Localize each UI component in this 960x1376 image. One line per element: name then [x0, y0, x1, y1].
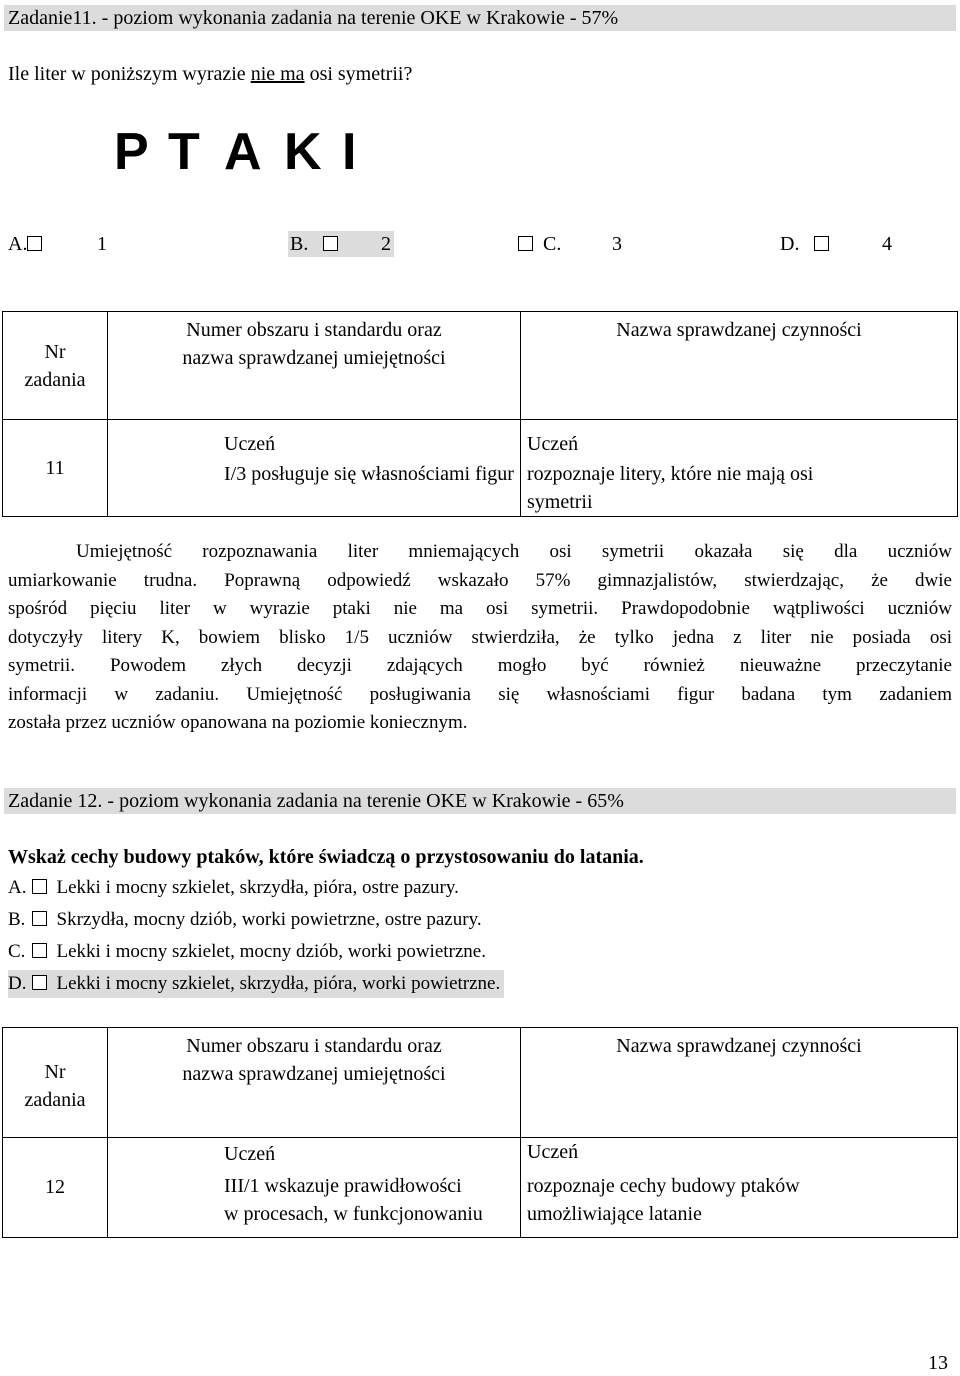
activity-header	[521, 312, 958, 420]
question-emphasis: nie ma	[250, 63, 305, 85]
checkbox[interactable]	[32, 879, 47, 894]
task11-header	[4, 5, 956, 31]
option-letter: A.	[8, 877, 27, 898]
answer-value: 4	[882, 233, 892, 255]
page-number: 13	[928, 1352, 948, 1374]
option-text: Skrzydła, mocny dziób, worki powietrzne, ostre pazury.	[56, 909, 482, 930]
option-b[interactable]	[8, 906, 504, 934]
task12-table	[2, 1027, 958, 1238]
activity-header-text: Nazwa sprawdzanej czynności	[616, 1035, 862, 1057]
answer-value: 1	[97, 233, 107, 255]
standard-header	[108, 312, 521, 420]
task-number: 11	[45, 456, 65, 479]
activity-header-text: Nazwa sprawdzanej czynności	[616, 319, 862, 341]
checkbox[interactable]	[814, 236, 829, 251]
answer-letter: B.	[290, 233, 309, 255]
option-a[interactable]	[8, 874, 504, 902]
checkbox[interactable]	[32, 911, 47, 926]
answer-value: 2	[381, 233, 391, 255]
nr-header-line: Nr	[44, 1060, 66, 1083]
commentary-line: Umiejętność rozpoznawania liter mniemających osi symetrii okazała się dla uczniów	[76, 541, 952, 562]
checkbox[interactable]	[323, 236, 338, 251]
option-letter: D.	[8, 973, 27, 994]
option-text: Lekki i mocny szkielet, skrzydła, pióra, ostre pazury.	[56, 877, 459, 898]
option-letter: B.	[8, 909, 26, 930]
question-text-end: osi symetrii?	[304, 63, 413, 85]
student-label: Uczeń	[527, 433, 579, 455]
answer-d[interactable]	[780, 231, 829, 257]
skill-cell	[108, 1138, 521, 1238]
nr-header-line: Nr	[44, 340, 66, 363]
standard-header-line: Numer obszaru i standardu oraz	[186, 1035, 442, 1057]
task-number-cell	[3, 420, 108, 517]
option-c[interactable]	[8, 938, 504, 966]
standard-header	[108, 1028, 521, 1138]
activity-header	[521, 1028, 958, 1138]
answer-b[interactable]	[290, 231, 338, 257]
activity-cell	[521, 1138, 958, 1238]
standard-header-line: Numer obszaru i standardu oraz	[186, 319, 442, 341]
word-letter: A	[224, 123, 262, 181]
nr-header-line: zadania	[24, 1088, 86, 1111]
nr-header-line: zadania	[24, 368, 86, 391]
commentary-line: dotyczyły litery K, bowiem blisko 1/5 uczniów stwierdziła, że tylko jedna z liter nie posiada osi	[8, 626, 952, 648]
checkbox[interactable]	[27, 236, 42, 251]
word-letter: I	[342, 123, 357, 181]
activity-text: rozpoznaje litery, które nie mają osi	[527, 463, 814, 485]
student-label: Uczeń	[224, 1143, 276, 1165]
task-number: 12	[45, 1176, 65, 1198]
skill-text: w procesach, w funkcjonowaniu	[224, 1203, 483, 1225]
activity-text: umożliwiające latanie	[527, 1203, 702, 1225]
question-text: Ile liter w poniższym wyrazie	[8, 63, 251, 85]
answer-letter: A.	[8, 233, 28, 255]
task11-commentary	[8, 538, 952, 738]
checkbox[interactable]	[518, 236, 533, 251]
activity-cell	[521, 420, 958, 517]
commentary-line: informacji w zadaniu. Umiejętność posługiwania się własnościami figur badana tym zadaniem	[8, 683, 952, 705]
task12-header-text: Zadanie 12. - poziom wykonania zadania na terenie OKE w Krakowie - 65%	[8, 790, 624, 812]
commentary-line: umiarkowanie trudna. Poprawną odpowiedź wskazało 57% gimnazjalistów, stwierdzając, że dwie	[8, 569, 952, 591]
nr-header	[3, 1028, 108, 1138]
answer-letter: C.	[543, 233, 562, 255]
option-text: Lekki i mocny szkielet, mocny dziób, worki powietrzne.	[56, 941, 486, 962]
student-label: Uczeń	[527, 1141, 579, 1163]
option-d[interactable]	[8, 970, 504, 998]
commentary-line: została przez uczniów opanowana na poziomie koniecznym.	[8, 712, 468, 733]
answer-letter: D.	[780, 233, 800, 255]
activity-text: symetrii	[527, 491, 593, 513]
activity-text: rozpoznaje cechy budowy ptaków	[527, 1175, 800, 1197]
student-label: Uczeń	[224, 433, 276, 455]
task-number-cell	[3, 1138, 108, 1238]
answer-a[interactable]	[8, 231, 42, 257]
word-letter: K	[284, 123, 322, 181]
skill-text: I/3 posługuje się własnościami figur	[224, 463, 514, 485]
commentary-line: symetrii. Powodem złych decyzji zdających mogło być również nieuważne przeczytanie	[8, 655, 952, 676]
answer-c[interactable]	[518, 231, 561, 257]
nr-header	[3, 312, 108, 420]
word-letter: P	[114, 123, 149, 181]
task12-header	[4, 788, 956, 814]
option-letter: C.	[8, 941, 26, 962]
commentary-line: spośród pięciu liter w wyrazie ptaki nie ma osi symetrii. Prawdopodobnie wątpliwości uczniów	[8, 598, 952, 619]
word-letter: T	[168, 123, 200, 181]
task11-question	[8, 62, 412, 86]
skill-text: III/1 wskazuje prawidłowości	[224, 1175, 462, 1197]
task12-question: Wskaż cechy budowy ptaków, które świadczą o przystosowaniu do latania.	[8, 846, 644, 868]
task12-options	[8, 874, 504, 998]
standard-header-line: nazwa sprawdzanej umiejętności	[182, 1063, 446, 1085]
standard-header-line: nazwa sprawdzanej umiejętności	[182, 347, 446, 369]
task11-table	[2, 311, 958, 517]
checkbox[interactable]	[32, 943, 47, 958]
option-text: Lekki i mocny szkielet, skrzydła, pióra, worki powietrzne.	[56, 973, 501, 994]
answer-value: 3	[612, 233, 622, 255]
task11-header-text: Zadanie11. - poziom wykonania zadania na terenie OKE w Krakowie - 57%	[8, 7, 619, 29]
checkbox[interactable]	[32, 975, 47, 990]
skill-cell	[108, 420, 521, 517]
